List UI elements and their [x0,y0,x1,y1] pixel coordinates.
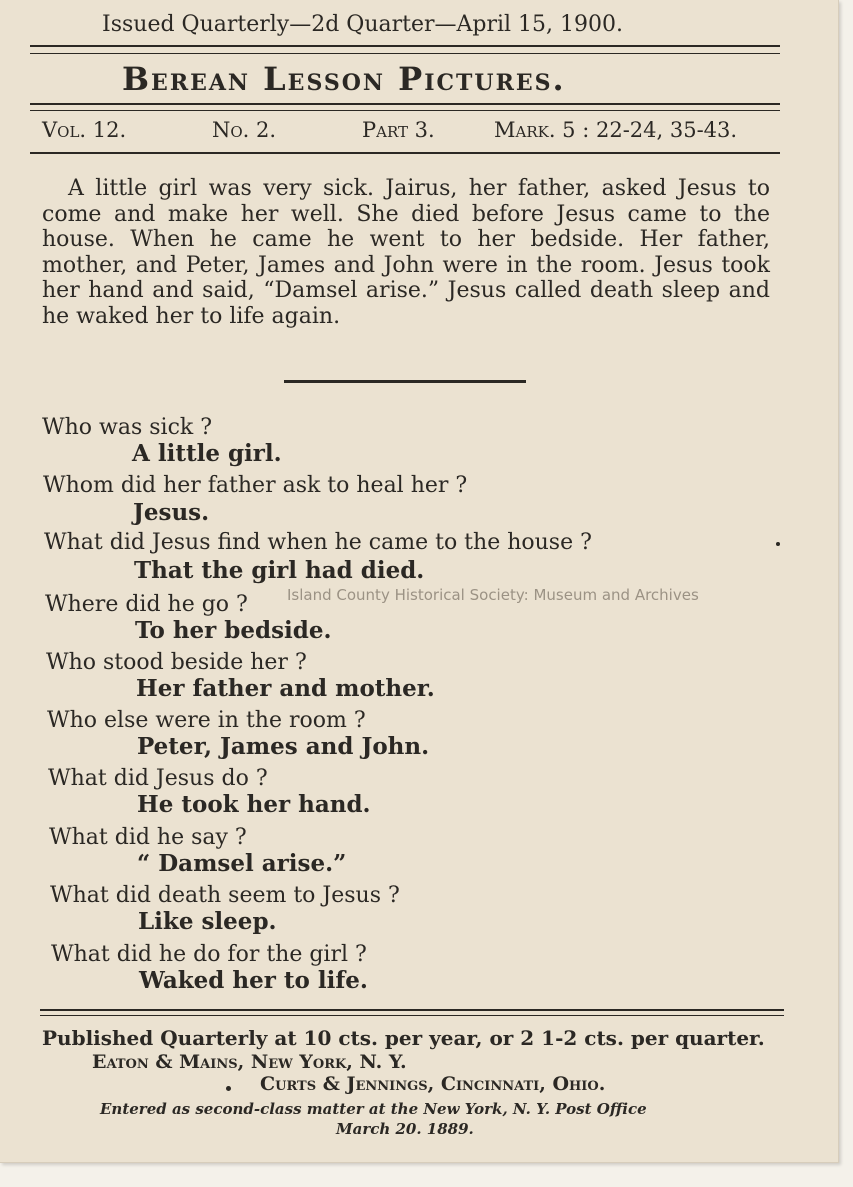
answer-3: That the girl had died. [134,557,425,584]
publisher-cincinnati: Curts & Jennings, Cincinnati, Ohio. [260,1073,606,1095]
question-4: Where did he go ? [45,592,248,617]
part-label: Part 3. [362,118,435,142]
subscription-line: Published Quarterly at 10 cts. per year, or 2 1-2 cts. per quarter. [42,1026,765,1050]
question-6: Who else were in the room ? [47,708,366,733]
story-paragraph: A little girl was very sick. Jairus, her father, asked Jesus to come and make her well. She died before Jesus came to the house. When he came he went to her bedside. Her father, mother, and Peter, James and John were in the room. Jesus took her hand and said, “Damsel arise.” Jesus called death sleep and he waked her to life again. [42,176,770,329]
postal-entry-line: Entered as second-class matter at the New York, N. Y. Post Office [100,1100,647,1118]
rule-top [30,45,780,47]
rule-header-bottom [30,152,780,154]
answer-7: He took her hand. [137,791,371,818]
question-9: What did death seem to Jesus ? [50,883,400,908]
rule-footer [40,1009,784,1011]
question-10: What did he do for the girl ? [51,942,367,967]
scripture-reference: Mark. 5 : 22-24, 35-43. [494,118,738,142]
answer-8: “ Damsel arise.” [137,850,347,877]
section-divider [284,380,526,383]
rule-mid [30,103,780,105]
rule-mid-thin [30,110,780,111]
rule-top-thin [30,53,780,54]
answer-4: To her bedside. [135,617,332,644]
answer-1: A little girl. [132,440,282,467]
speck [776,542,780,546]
postal-entry-date: March 20. 1889. [336,1120,474,1138]
answer-9: Like sleep. [138,908,277,935]
number-label: No. 2. [212,118,277,142]
archive-watermark: Island County Historical Society: Museum and Archives [287,586,699,604]
question-2: Whom did her father ask to heal her ? [43,473,468,498]
publisher-new-york: Eaton & Mains, New York, N. Y. [92,1051,407,1073]
question-7: What did Jesus do ? [48,766,268,791]
answer-5: Her father and mother. [136,675,435,702]
answer-10: Waked her to life. [139,967,368,994]
question-3: What did Jesus find when he came to the house ? [44,530,592,555]
question-8: What did he say ? [49,825,247,850]
volume-label: Vol. 12. [42,118,127,142]
rule-footer-thin [40,1015,784,1016]
answer-2: Jesus. [133,499,210,526]
answer-6: Peter, James and John. [137,733,430,760]
issue-line: Issued Quarterly—2d Quarter—April 15, 1900. [102,12,624,37]
bullet-dot [226,1086,231,1091]
page-title: Berean Lesson Pictures. [122,60,566,98]
question-1: Who was sick ? [42,415,213,440]
question-5: Who stood beside her ? [46,650,307,675]
